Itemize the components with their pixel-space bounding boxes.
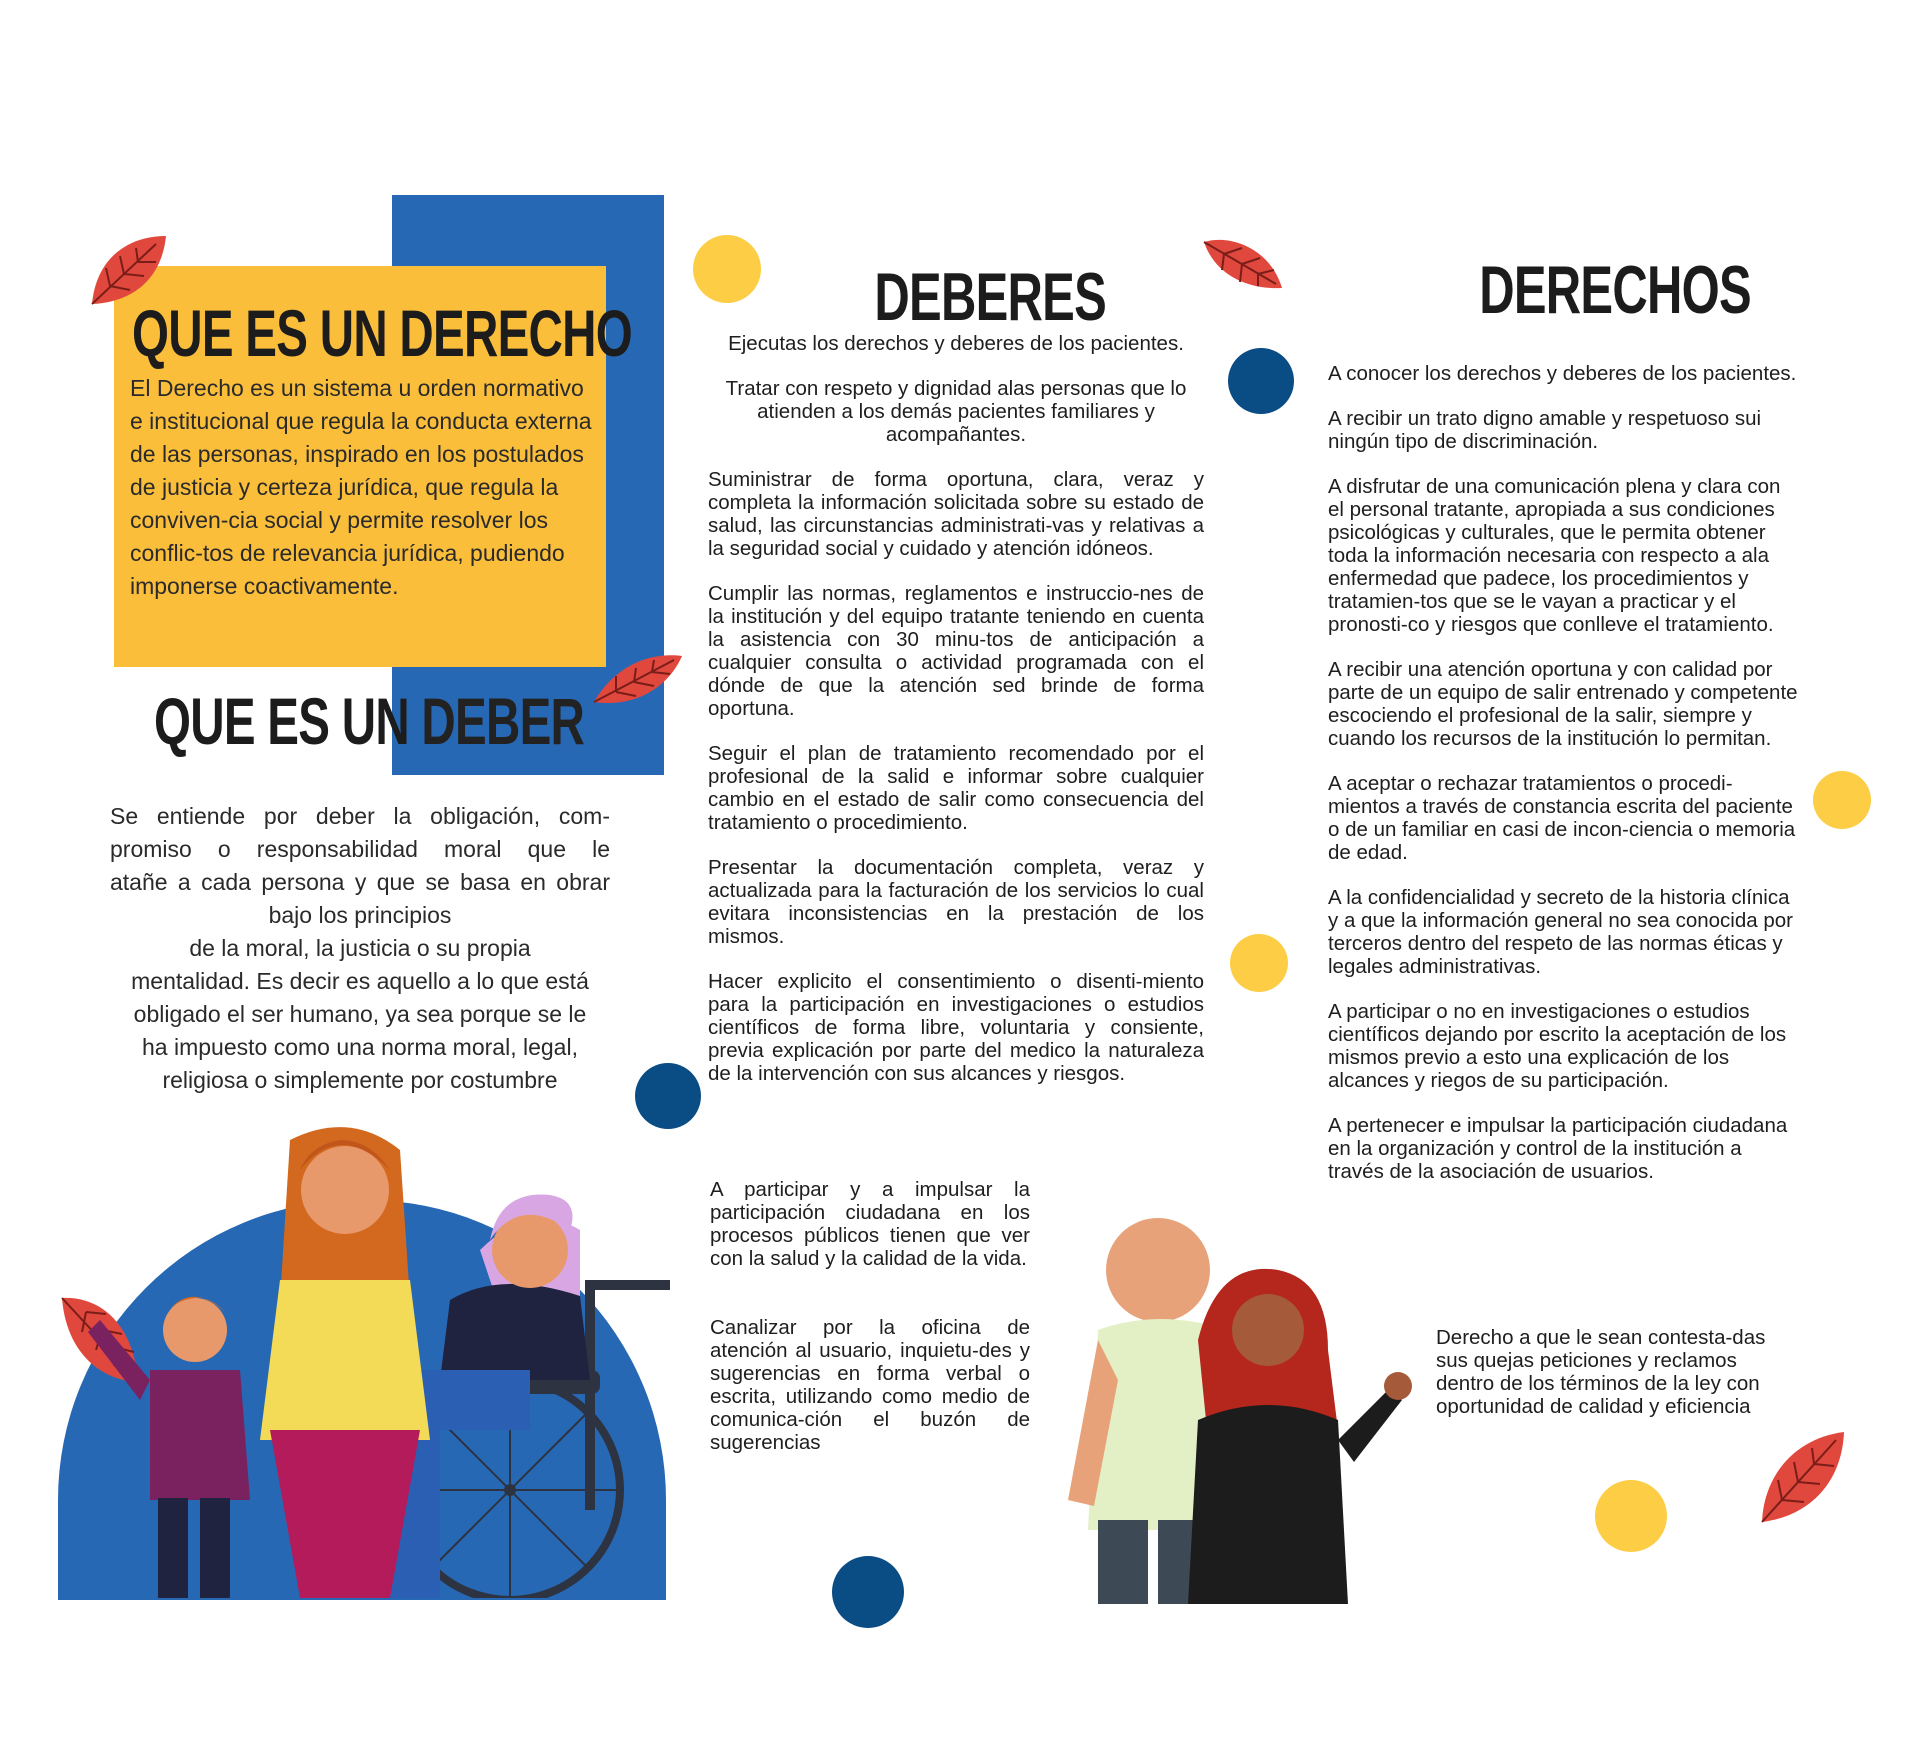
navy-dot <box>832 1556 904 1628</box>
derecho-text: El Derecho es un sistema u orden normativo e institucional que regula la conducta externa de las personas, inspirado en los postulados de justicia y certeza jurídica, que regula la conviven-cia social y permite resolver los conflic-tos de relevancia jurídica, pudiendo imponerse coactivamente. <box>130 375 592 599</box>
derechos-item: A conocer los derechos y deberes de los pacientes. <box>1328 362 1797 385</box>
derechos-list <box>1328 362 1798 1205</box>
deberes-item: Suministrar de forma oportuna, clara, veraz y completa la información solicitada sobre su estado de salud, las circunstancias administrati-vas y relativas a la seguridad social y cuidado y atención idóneos. <box>708 468 1204 560</box>
derechos-item: A disfrutar de una comunicación plena y clara con el personal tratante, apropiada a sus condiciones psicológicas y culturales, que le permita obtener toda la información necesaria con respecto a ala enfermedad que padece, los procedimientos y tratamien-tos que se le vayan a practicar y el pronosti-co y riesgos que conlleve el tratamiento. <box>1328 475 1781 636</box>
people-illustration <box>1058 1200 1458 1604</box>
yellow-dot <box>1230 934 1288 992</box>
family-illustration <box>60 1100 700 1598</box>
deber-text <box>110 800 610 1097</box>
derechos-item: A la confidencialidad y secreto de la historia clínica y a que la información general no sea conocida por terceros dentro del respeto de las normas éticas y legales administrativas. <box>1328 886 1793 978</box>
leaf-icon <box>590 648 686 712</box>
deberes-item: A participar y a impulsar la participación ciudadana en los procesos públicos tienen que ver con la salud y la calidad de la vida. <box>710 1178 1030 1270</box>
leaf-icon <box>1200 232 1286 294</box>
navy-dot <box>1228 348 1294 414</box>
deberes-item: Seguir el plan de tratamiento recomendado por el profesional de la salid e informar sobre cualquier cambio en el estado de salir como consecuencia del tratamiento o procedimiento. <box>708 742 1204 834</box>
deberes-item: Presentar la documentación completa, veraz y actualizada para la facturación de los servicios lo cual evitara inconsistencias en la prestación de los mismos. <box>708 856 1204 948</box>
deber-line: obligado el ser humano, ya sea porque se le <box>133 1001 587 1027</box>
deber-title-prefix: QUE ES UN <box>154 684 422 758</box>
deberes-item: Canalizar por la oficina de atención al usuario, inquietu-des y sugerencias en forma verbal o escrita, utilizando como medio de comunica-ción el buzón de sugerencias <box>710 1316 1030 1454</box>
deber-title-word: DEBER <box>421 684 585 758</box>
deber-line: bajo los principios <box>268 902 452 928</box>
deber-line: religiosa o simplemente por costumbre <box>162 1067 558 1093</box>
deber-title <box>154 684 585 758</box>
deberes-title: DEBERES <box>874 259 1107 335</box>
deber-line: mentalidad. Es decir es aquello a lo que está <box>131 968 589 994</box>
deber-line: de la moral, la justicia o su propia <box>189 935 531 961</box>
deberes-item: Cumplir las normas, reglamentos e instruccio-nes de la institución y del equipo tratante teniendo en cuenta la asistencia con 30 minu-tos de anticipación a cualquier consulta o actividad programada con el dónde de que la atención sed brinde de forma oportuna. <box>708 582 1204 720</box>
leaf-icon <box>1756 1428 1848 1528</box>
deber-line: Se entiende por deber la obligación, com- <box>110 803 610 829</box>
deber-line: atañe a cada persona y que se basa en obrar <box>110 869 610 895</box>
derechos-title: DERECHOS <box>1479 252 1751 328</box>
derechos-item: A recibir un trato digno amable y respetuoso sui ningún tipo de discriminación. <box>1328 407 1762 453</box>
deber-line: ha impuesto como una norma moral, legal, <box>142 1034 578 1060</box>
deberes-list <box>708 332 1204 1107</box>
derechos-item: A pertenecer e impulsar la participación ciudadana en la organización y control de la institución a través de la asociación de usuarios. <box>1328 1114 1788 1183</box>
deberes-item: Tratar con respeto y dignidad alas personas que lo atienden a los demás pacientes familiares y acompañantes. <box>725 377 1187 446</box>
deberes-item: Hacer explicito el consentimiento o disenti-miento para la participación en investigaciones o estudios científicos de forma libre, voluntaria y consiente, previa explicación por parte del medico la naturaleza de la intervención con sus alcances y riesgos. <box>708 970 1204 1085</box>
derechos-item: A recibir una atención oportuna y con calidad por parte de un equipo de salir entrenado y competente escociendo el profesional de la salir, siempre y cuando los recursos de la institución lo permitan. <box>1328 658 1798 750</box>
derechos-item: A aceptar o rechazar tratamientos o procedi-mientos a través de constancia escrita del paciente o de un familiar en casi de incon-ciencia o memoria de edad. <box>1328 772 1796 864</box>
yellow-dot <box>693 235 761 303</box>
derechos-item: Derecho a que le sean contesta-das sus quejas peticiones y reclamos dentro de los términos de la ley con oportunidad de calidad y eficiencia <box>1436 1326 1766 1418</box>
yellow-dot <box>1813 771 1871 829</box>
derechos-item: A participar o no en investigaciones o estudios científicos dejando por escrito la aceptación de los mismos previo a esto una explicación de los alcances y riegos de su participación. <box>1328 1000 1787 1092</box>
yellow-dot <box>1595 1480 1667 1552</box>
deber-line: promiso o responsabilidad moral que le <box>110 836 610 862</box>
derecho-title: QUE ES UN DERECHO <box>132 296 632 370</box>
deberes-item: Ejecutas los derechos y deberes de los pacientes. <box>728 332 1184 355</box>
